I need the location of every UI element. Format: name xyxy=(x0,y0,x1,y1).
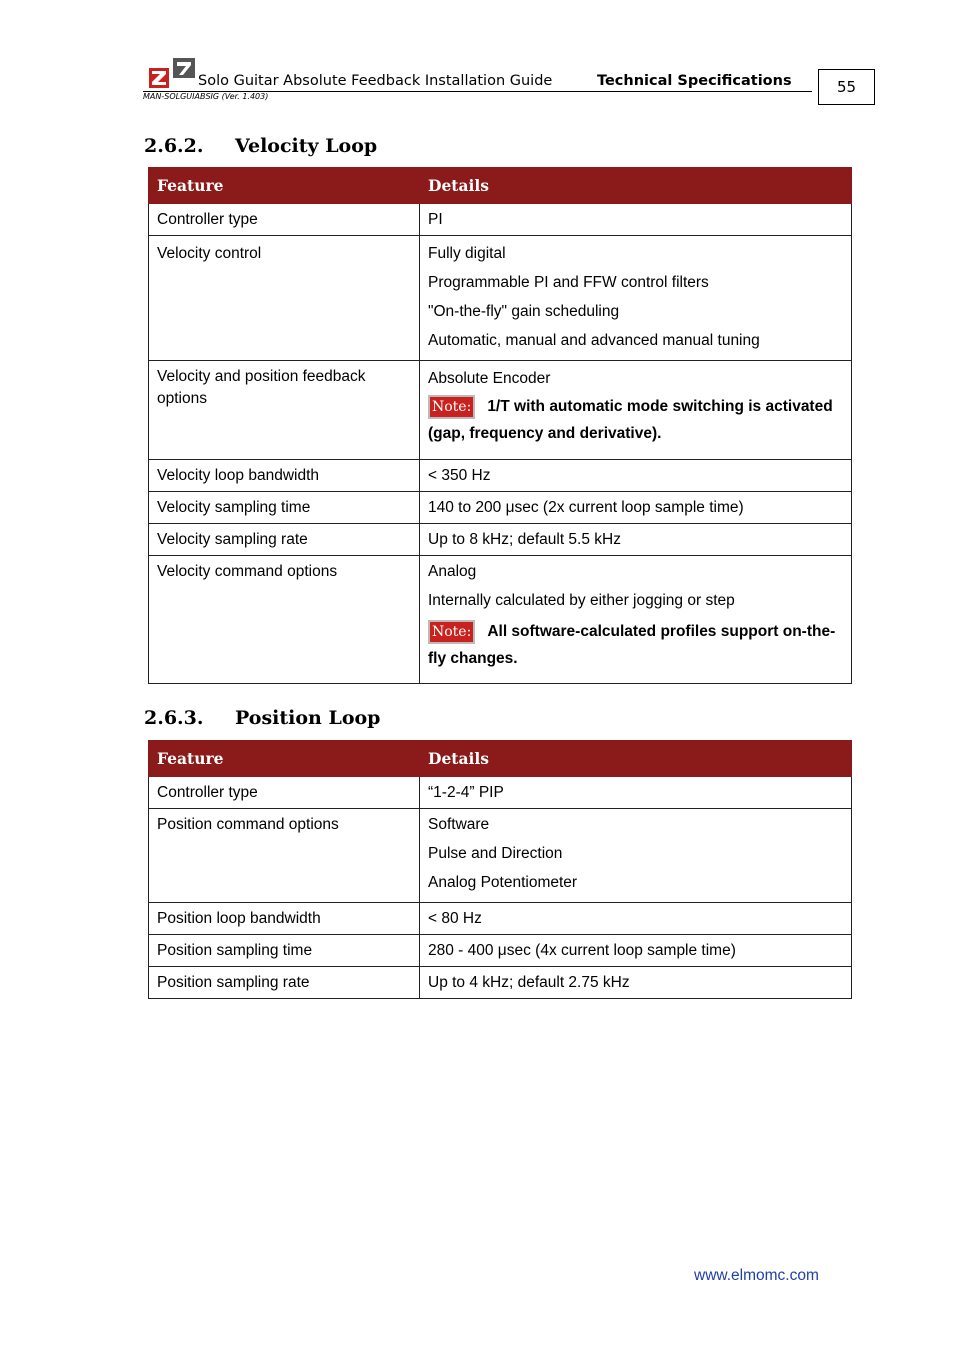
heading-number: 2.6.2. xyxy=(144,135,204,157)
table-header-row xyxy=(149,741,852,777)
feature-cell: Position loop bandwidth xyxy=(149,903,420,935)
detail-line: Internally calculated by either jogging or step xyxy=(428,592,735,609)
detail-line: Fully digital xyxy=(428,245,506,262)
feature-text: Velocity command options xyxy=(157,563,338,580)
note-text: All software-calculated profiles support on-the-fly changes. xyxy=(428,623,836,667)
details-cell xyxy=(420,361,852,460)
feature-cell: Velocity loop bandwidth xyxy=(149,460,420,492)
note xyxy=(428,618,843,672)
detail-line: Absolute Encoder xyxy=(428,370,551,387)
feature-cell: Velocity sampling time xyxy=(149,492,420,524)
section-title: Technical Specifications xyxy=(597,73,792,89)
feature-cell xyxy=(149,809,420,903)
heading-title: Position Loop xyxy=(235,707,381,729)
heading-title: Velocity Loop xyxy=(235,135,378,157)
table-row xyxy=(149,361,852,460)
details-cell xyxy=(420,236,852,361)
feature-cell: Velocity and position feedback options xyxy=(149,361,420,460)
feature-text: Position command options xyxy=(157,816,339,833)
table-row xyxy=(149,460,852,492)
feature-cell: Controller type xyxy=(149,204,420,236)
feature-cell: Controller type xyxy=(149,777,420,809)
details-cell: PI xyxy=(420,204,852,236)
feature-cell: Position sampling rate xyxy=(149,967,420,999)
heading-number: 2.6.3. xyxy=(144,707,204,729)
feature-text: Velocity control xyxy=(157,245,262,262)
position-loop-heading xyxy=(144,707,380,729)
note xyxy=(428,393,843,447)
feature-cell xyxy=(149,236,420,361)
note-badge: Note: xyxy=(428,395,475,419)
velocity-loop-heading xyxy=(144,135,377,157)
page-header xyxy=(143,56,876,106)
website-link[interactable]: www.elmomc.com xyxy=(694,1267,819,1284)
detail-line: Automatic, manual and advanced manual tuning xyxy=(428,332,760,349)
column-header-feature: Feature xyxy=(149,168,420,204)
details-cell xyxy=(420,809,852,903)
detail-line: Analog Potentiometer xyxy=(428,874,578,891)
velocity-loop-table xyxy=(148,167,852,684)
details-cell: “1-2-4” PIP xyxy=(420,777,852,809)
page-number: 55 xyxy=(818,69,875,105)
details-cell: < 80 Hz xyxy=(420,903,852,935)
details-cell: < 350 Hz xyxy=(420,460,852,492)
table-row xyxy=(149,492,852,524)
detail-line: Programmable PI and FFW control filters xyxy=(428,274,709,291)
detail-line: "On-the-fly" gain scheduling xyxy=(428,303,620,320)
detail-line: Software xyxy=(428,816,490,833)
table-row xyxy=(149,236,852,361)
table-row xyxy=(149,556,852,684)
column-header-feature: Feature xyxy=(149,741,420,777)
table-row xyxy=(149,935,852,967)
column-header-details: Details xyxy=(420,168,852,204)
table-row xyxy=(149,777,852,809)
document-code: MAN-SOLGUIABSIG (Ver. 1.403) xyxy=(143,92,269,101)
table-row xyxy=(149,204,852,236)
details-cell: 140 to 200 μsec (2x current loop sample time) xyxy=(420,492,852,524)
table-row xyxy=(149,903,852,935)
note-badge: Note: xyxy=(428,620,475,644)
feature-cell: Velocity sampling rate xyxy=(149,524,420,556)
table-header-row xyxy=(149,168,852,204)
position-loop-table xyxy=(148,740,852,999)
table-row xyxy=(149,809,852,903)
details-cell: 280 - 400 μsec (4x current loop sample time) xyxy=(420,935,852,967)
elmo-logo-icon xyxy=(149,58,197,88)
detail-line: Analog xyxy=(428,563,477,580)
feature-cell xyxy=(149,556,420,684)
table-row xyxy=(149,967,852,999)
table-row xyxy=(149,524,852,556)
detail-line: Pulse and Direction xyxy=(428,845,563,862)
document-title: Solo Guitar Absolute Feedback Installation Guide xyxy=(198,73,553,89)
feature-cell: Position sampling time xyxy=(149,935,420,967)
note-text: 1/T with automatic mode switching is activated (gap, frequency and derivative). xyxy=(428,398,833,442)
details-cell: Up to 4 kHz; default 2.75 kHz xyxy=(420,967,852,999)
column-header-details: Details xyxy=(420,741,852,777)
details-cell: Up to 8 kHz; default 5.5 kHz xyxy=(420,524,852,556)
details-cell xyxy=(420,556,852,684)
